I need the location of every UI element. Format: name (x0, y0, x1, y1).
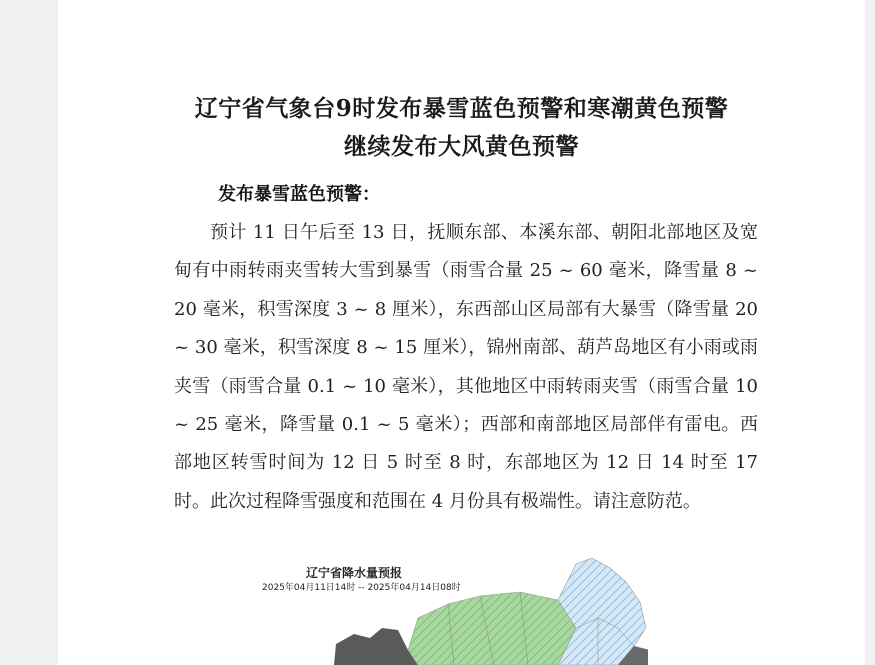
document-title (58, 90, 865, 166)
section-heading: 发布暴雪蓝色预警： (218, 184, 380, 205)
title-line-1: 辽宁省气象台9时发布暴雪蓝色预警和寒潮黄色预警 (194, 95, 729, 122)
title-line-2: 继续发布大风黄色预警 (344, 133, 579, 160)
map-subtitle: 2025年04月11日14时 -- 2025年04月14日08时 (262, 583, 461, 593)
warning-paragraph: 预计 11 日午后至 13 日，抚顺东部、本溪东部、朝阳北部地区及宽甸有中雨转雨夹雪转大雪到暴雪（雨雪合量 25 ~ 60 毫米，降雪量 8 ~ 20 毫米，积雪深度 3 ~ 8 厘米），东西部山区局部有大暴雪（降雪量 20 ~ 30 毫米，积雪深度 8 ~ 15 厘米），锦州南部、葫芦岛地区有小雨或雨夹雪（雨雪合量 0.1 ~ 10 毫米），其他地区中雨转雨夹雪（雨雪合量 10 ~ 25 毫米，降雪量 0.1 ~ 5 毫米）；西部和南部地区局部伴有雷电。西部地区转雪时间为 12 日 5 时至 8 时，东部地区为 12 日 14 时至 17 时。此次过程降雪强度和范围在 4 月份具有极端性。请注意防范。 (174, 222, 758, 512)
document-page (58, 0, 865, 665)
map-region-west (334, 628, 418, 665)
map-title: 辽宁省降水量预报 (306, 566, 403, 580)
